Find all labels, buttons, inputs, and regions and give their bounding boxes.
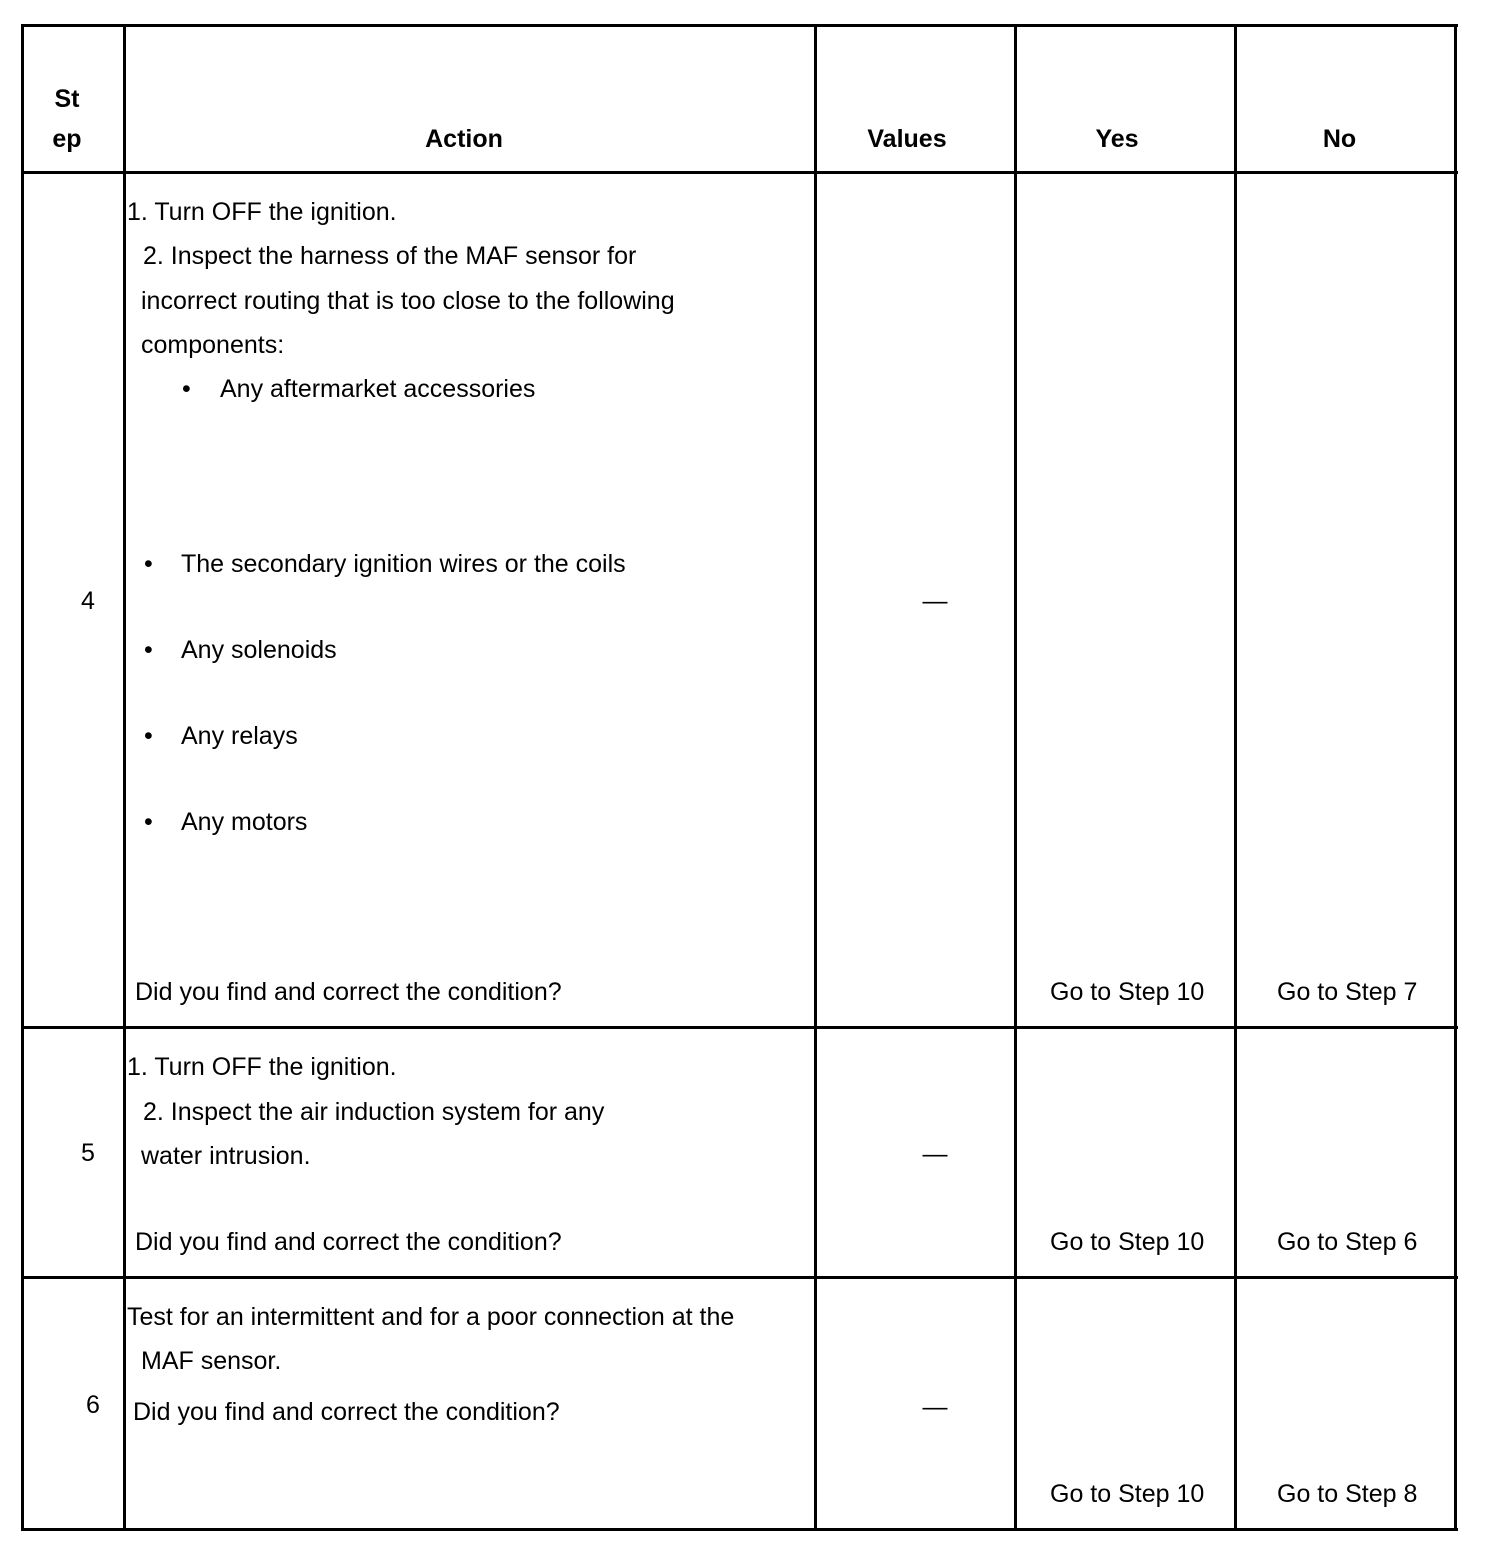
action-question: Did you find and correct the condition? [133,1398,560,1426]
action-line: Test for an intermittent and for a poor connection at the [127,1303,735,1331]
header-action: Action [425,125,503,153]
action-bullet-item: Any solenoids [181,636,337,664]
action-bullet-item: Any motors [181,808,308,836]
action-bullet-item: The secondary ignition wires or the coils [181,550,626,578]
border-bottom [21,1528,1458,1531]
bullet-icon: • [144,722,153,750]
divider-action-values [814,24,817,1531]
values-cell: — [922,587,948,615]
action-bullet-item: Any aftermarket accessories [220,375,536,403]
border-row5-bottom [21,1276,1458,1279]
divider-values-yes [1014,24,1017,1531]
divider-step-action [123,24,126,1531]
step-number: 4 [81,587,95,615]
border-top [21,24,1458,27]
action-line: components: [141,331,285,359]
action-question: Did you find and correct the condition? [135,978,562,1006]
action-bullet-item: Any relays [181,722,298,750]
action-line: water intrusion. [141,1142,311,1170]
action-line: incorrect routing that is too close to the following [141,287,675,315]
divider-yes-no [1234,24,1237,1531]
yes-cell: Go to Step 10 [1050,978,1205,1006]
header-values: Values [867,125,947,153]
bullet-icon: • [182,375,191,403]
action-line: 2. Inspect the harness of the MAF sensor for [143,242,637,270]
yes-cell: Go to Step 10 [1050,1228,1205,1256]
header-yes: Yes [1095,125,1139,153]
action-line: 1. Turn OFF the ignition. [127,1053,397,1081]
header-no: No [1322,125,1357,153]
values-cell: — [922,1140,948,1168]
no-cell: Go to Step 8 [1277,1480,1418,1508]
no-cell: Go to Step 7 [1277,978,1418,1006]
header-step-line2: ep [52,125,82,153]
border-left [21,24,24,1531]
bullet-icon: • [144,808,153,836]
action-line: 2. Inspect the air induction system for any [143,1098,605,1126]
header-step-line1: St [54,85,80,113]
step-number: 5 [81,1139,95,1167]
action-line: MAF sensor. [141,1347,282,1375]
values-cell: — [922,1393,948,1421]
action-question: Did you find and correct the condition? [135,1228,562,1256]
border-header-bottom [21,171,1458,174]
no-cell: Go to Step 6 [1277,1228,1418,1256]
bullet-icon: • [144,636,153,664]
border-row4-bottom [21,1026,1458,1029]
bullet-icon: • [144,550,153,578]
border-right [1454,24,1457,1531]
step-number: 6 [86,1391,100,1419]
yes-cell: Go to Step 10 [1050,1480,1205,1508]
action-line: 1. Turn OFF the ignition. [127,198,397,226]
